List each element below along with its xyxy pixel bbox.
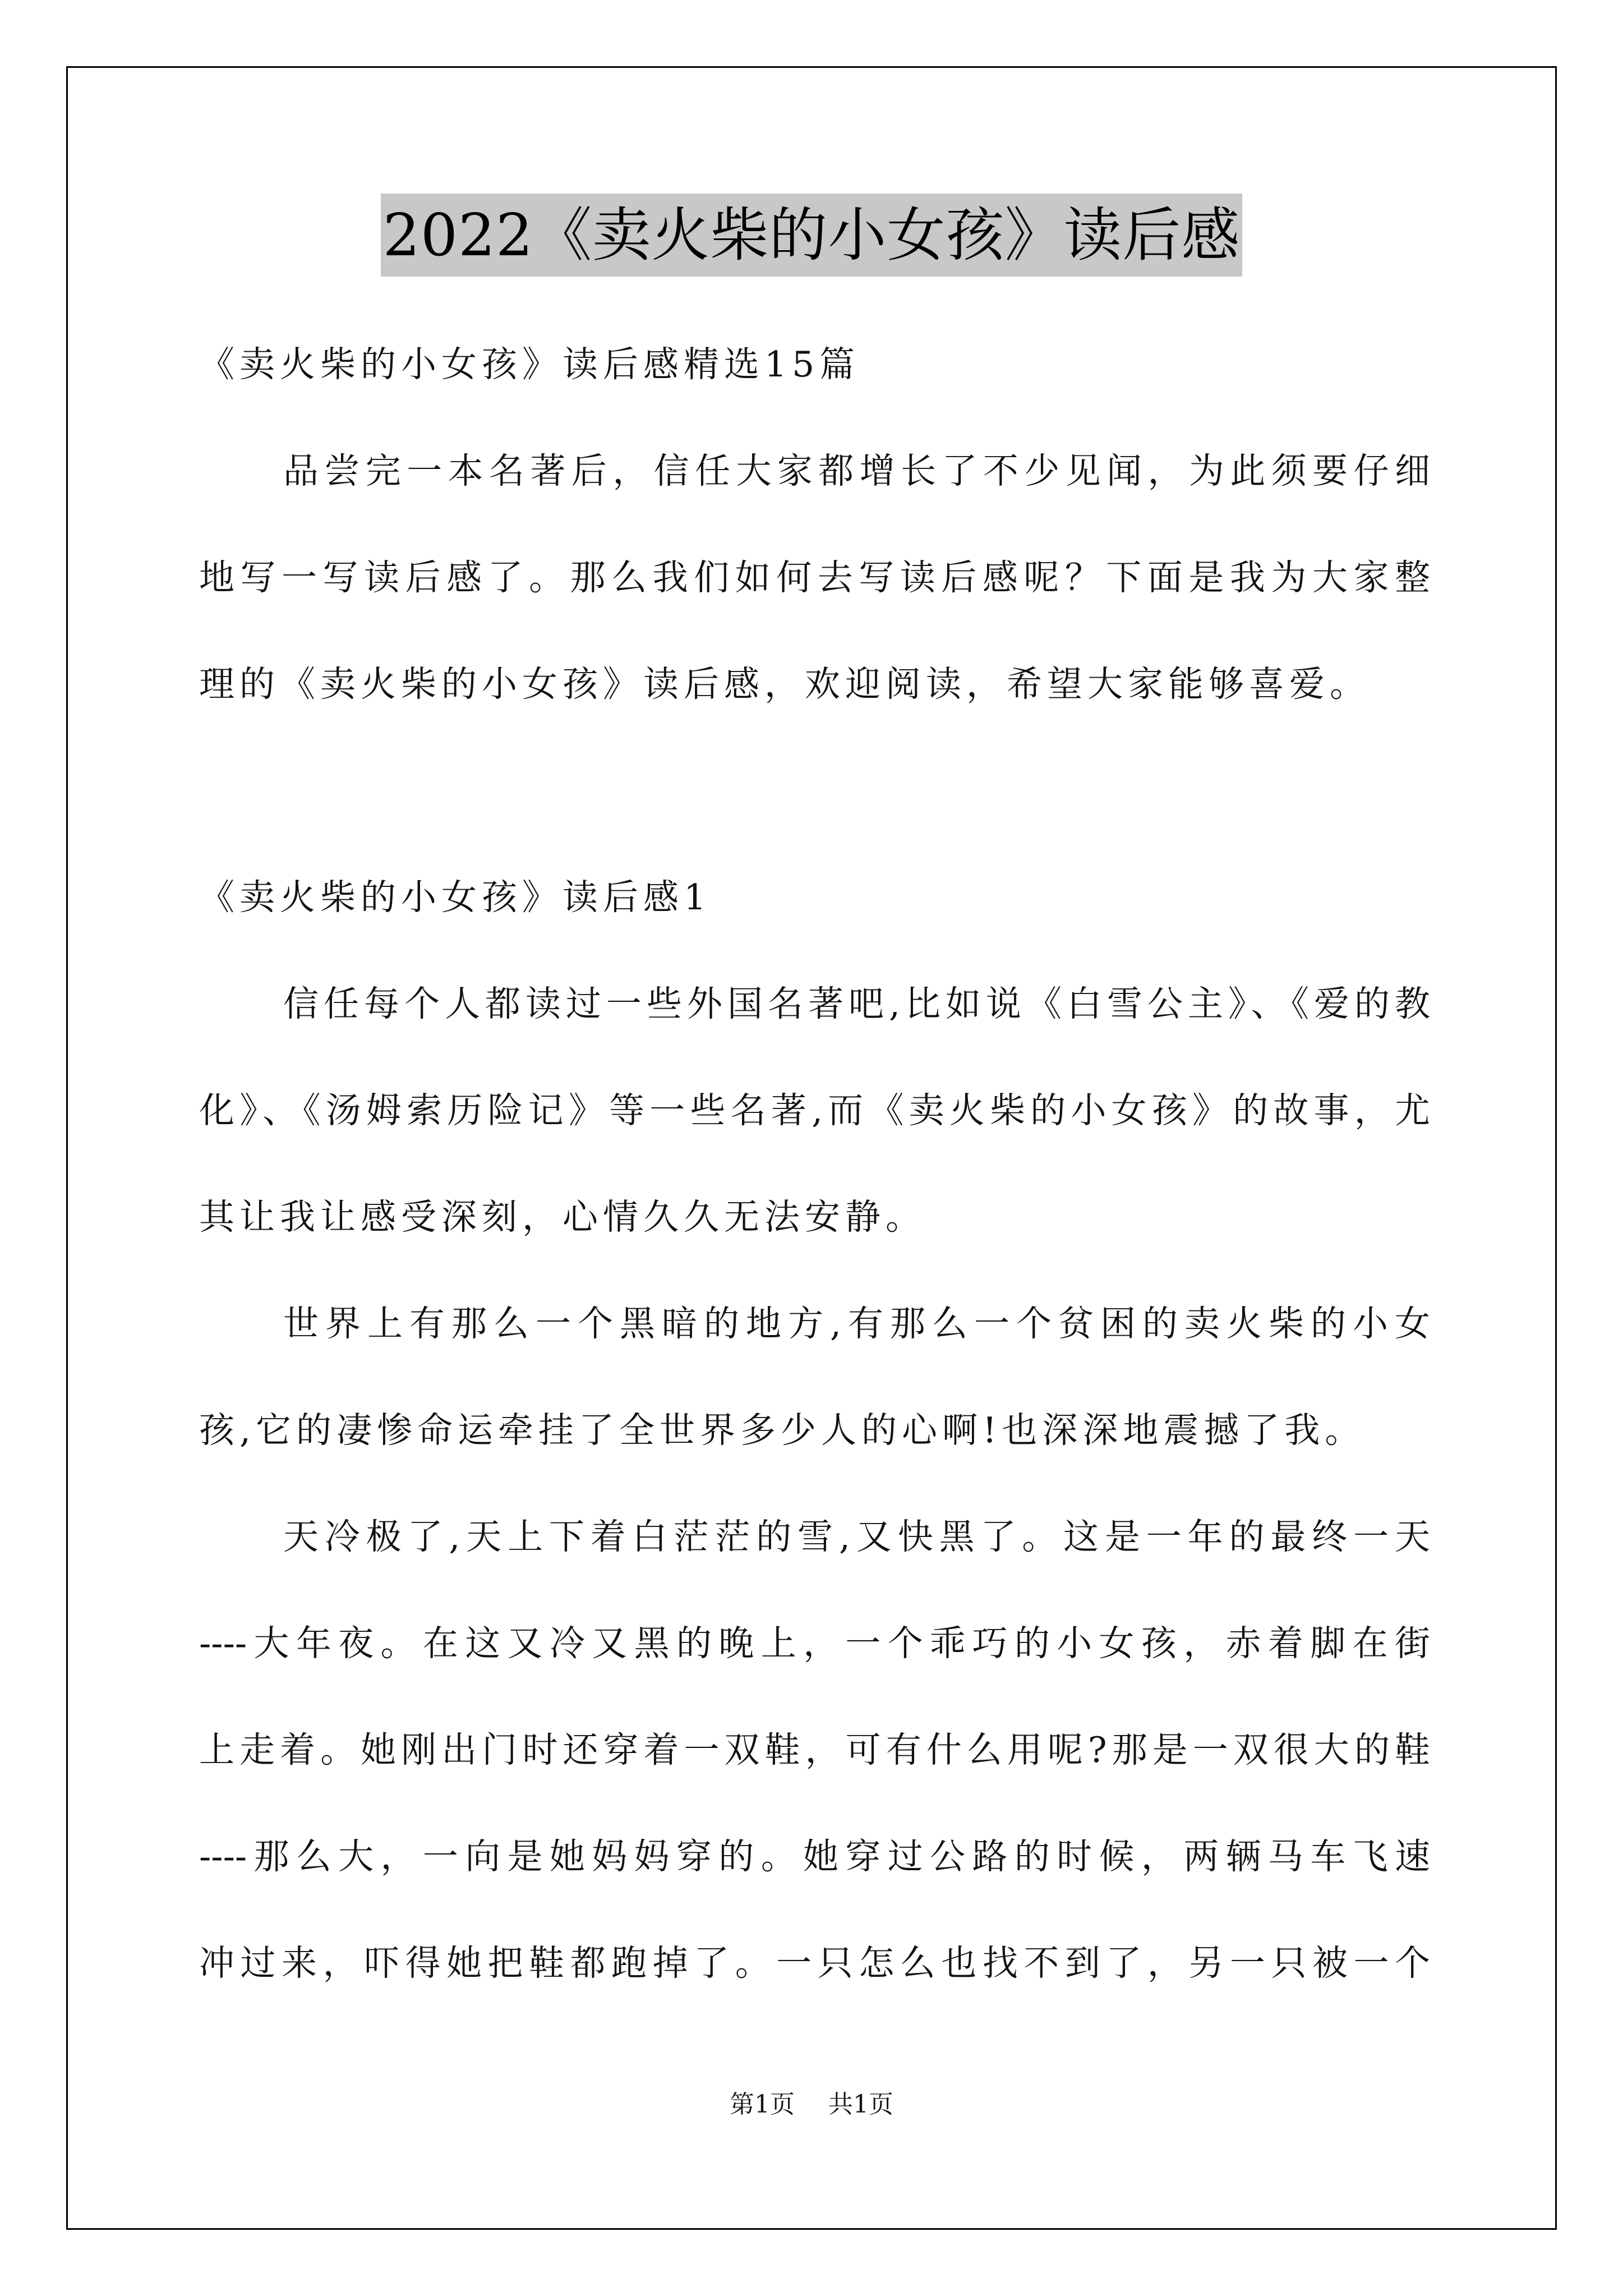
paragraph-line: 世界上有那么一个黑暗的地方,有那么一个贫困的卖火柴的小女	[283, 1303, 1430, 1344]
paragraph-line: 其让我让感受深刻，心情久久无法安静。	[199, 1197, 926, 1237]
paragraph-line: 孩,它的凄惨命运牵挂了全世界多少人的心啊!也深深地震撼了我。	[199, 1410, 1366, 1451]
paragraph-line: 上走着。她刚出门时还穿着一双鞋，可有什么用呢?那是一双很大的鞋	[199, 1729, 1430, 1770]
title-container	[0, 194, 1623, 277]
paragraph-line: ----大年夜。在这又冷又黑的晚上，一个乖巧的小女孩，赤着脚在街	[199, 1623, 1430, 1664]
paragraph-line: 地写一写读后感了。那么我们如何去写读后感呢？下面是我为大家整	[199, 557, 1430, 598]
paragraph-line: 天冷极了,天上下着白茫茫的雪,又快黑了。这是一年的最终一天	[283, 1516, 1430, 1557]
blank-line	[199, 738, 1430, 844]
page-number: 第1页	[730, 2090, 795, 2119]
section-heading: 《卖火柴的小女孩》读后感精选15篇	[199, 344, 860, 385]
paragraph-line: 理的《卖火柴的小女孩》读后感，欢迎阅读，希望大家能够喜爱。	[199, 664, 1370, 705]
paragraph-line: ----那么大，一向是她妈妈穿的。她穿过公路的时候，两辆马车飞速	[199, 1836, 1430, 1877]
document-title: 2022《卖火柴的小女孩》读后感	[381, 194, 1243, 277]
paragraph-line: 化》、《汤姆索历险记》等一些名著,而《卖火柴的小女孩》的故事，尤	[199, 1090, 1430, 1131]
page-total: 共1页	[828, 2090, 893, 2119]
section-heading: 《卖火柴的小女孩》读后感1	[199, 877, 712, 918]
paragraph-line: 信任每个人都读过一些外国名著吧,比如说《白雪公主》、《爱的教	[283, 983, 1430, 1024]
document-body	[199, 311, 1430, 2017]
page-footer	[0, 2088, 1623, 2122]
paragraph-line: 冲过来，吓得她把鞋都跑掉了。一只怎么也找不到了，另一只被一个	[199, 1943, 1430, 1984]
paragraph-line: 品尝完一本名著后，信任大家都增长了不少见闻，为此须要仔细	[283, 450, 1430, 491]
